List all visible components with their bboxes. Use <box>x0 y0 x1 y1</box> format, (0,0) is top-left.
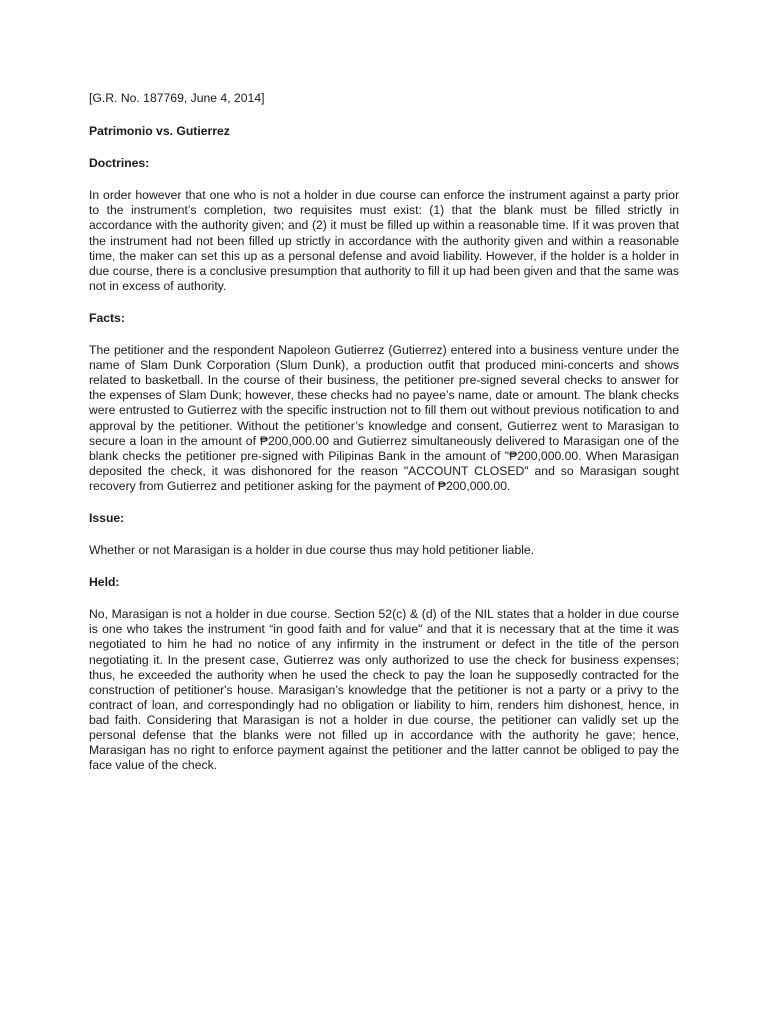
held-section <box>89 575 679 773</box>
facts-heading: Facts: <box>89 310 125 325</box>
case-citation: [G.R. No. 187769, June 4, 2014] <box>89 91 265 105</box>
case-title: Patrimonio vs. Gutierrez <box>89 124 230 139</box>
facts-section <box>89 311 679 494</box>
doctrines-heading: Doctrines: <box>89 156 150 171</box>
held-text: No, Marasigan is not a holder in due course. Section 52(c) & (d) of the NIL states that a holder in due course is one who takes the instrument “in good faith and for value" and that it is necessary that at the time it was negotiated to him he had no notice of any infirmity in the instrument or defect in the title of the person negotiating it. In the present case, Gutierrez was only authorized to use the check for business expenses; thus, he exceeded the authority when he used the check to pay the loan he supposedly contracted for the construction of petitioner's house. Marasigan’s knowledge that the petitioner is not a party or a privy to the contract of loan, and correspondingly had no obligation or liability to him, renders him dishonest, hence, in bad faith. Considering that Marasigan is not a holder in due course, the petitioner can validly set up the personal defense that the blanks were not filled up in accordance with the authority he gave; hence, Marasigan has no right to enforce payment against the petitioner and the latter cannot be obliged to pay the face value of the check. <box>89 607 679 773</box>
doctrines-text: In order however that one who is not a holder in due course can enforce the instrument against a party prior to the instrument’s completion, two requisites must exist: (1) that the blank must be filled strictly in accordance with the authority given; and (2) it must be filled up within a reasonable time. If it was proven that the instrument had not been filled up strictly in accordance with the authority given and within a reasonable time, the maker can set this up as a personal defense and avoid liability. However, if the holder is a holder in due course, there is a conclusive presumption that authority to fill it up had been given and that the same was not in excess of authority. <box>89 188 679 293</box>
doctrines-section <box>89 156 679 294</box>
held-heading: Held: <box>89 575 120 590</box>
issue-section <box>89 511 679 558</box>
facts-text: The petitioner and the respondent Napoleon Gutierrez (Gutierrez) entered into a business venture under the name of Slam Dunk Corporation (Slum Dunk), a production outfit that produced mini-concerts and shows related to basketball. In the course of their business, the petitioner pre-signed several checks to answer for the expenses of Slam Dunk; however, these checks had no payee’s name, date or amount. The blank checks were entrusted to Gutierrez with the specific instruction not to fill them out without previous notification to and approval by the petitioner. Without the petitioner’s knowledge and consent, Gutierrez went to Marasigan to secure a loan in the amount of ₱200,000.00 and Gutierrez simultaneously delivered to Marasigan one of the blank checks the petitioner pre-signed with Pilipinas Bank in the amount of "₱200,000.00. When Marasigan deposited the check, it was dishonored for the reason "ACCOUNT CLOSED" and so Marasigan sought recovery from Gutierrez and petitioner asking for the payment of ₱200,000.00. <box>89 343 679 493</box>
issue-text: Whether or not Marasigan is a holder in due course thus may hold petitioner liable. <box>89 543 535 558</box>
document-page <box>89 91 679 790</box>
issue-heading: Issue: <box>89 510 125 525</box>
